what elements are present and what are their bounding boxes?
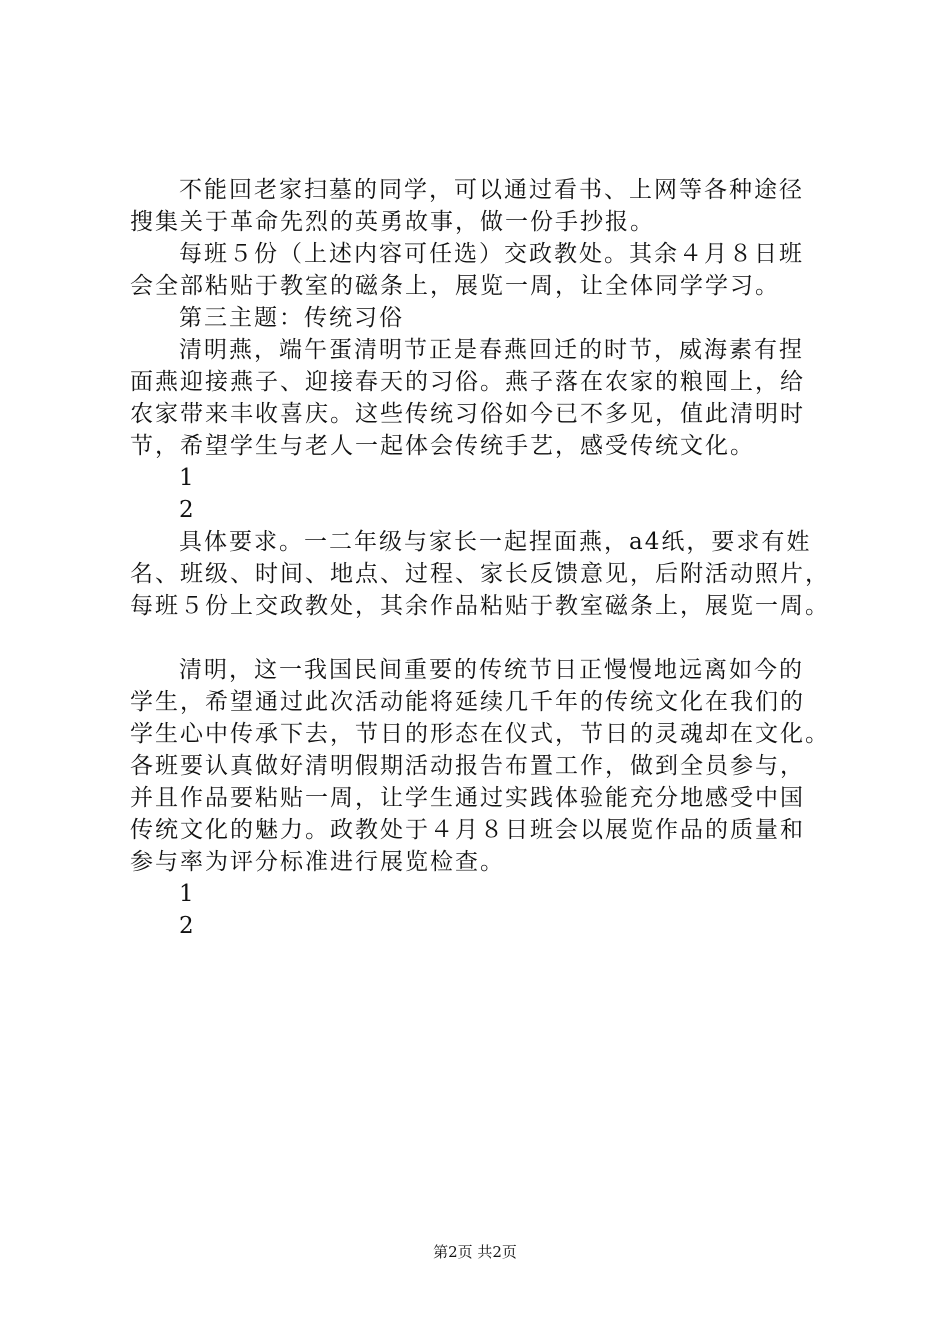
paragraph-line: 每班５份（上述内容可任选）交政教处。其余４月８日班 (179, 241, 804, 267)
paragraph-line: 搜集关于革命先烈的英勇故事，做一份手抄报。 (130, 209, 655, 235)
paragraph-line: 清明，这一我国民间重要的传统节日正慢慢地远离如今的 (179, 657, 804, 683)
document-body (130, 174, 865, 942)
paragraph-gap (130, 622, 865, 654)
paragraph-line: 参与率为评分标准进行展览检查。 (130, 849, 505, 875)
paragraph-line: 农家带来丰收喜庆。这些传统习俗如今已不多见，值此清明时 (130, 401, 805, 427)
paragraph-line: 学生，希望通过此次活动能将延续几千年的传统文化在我们的 (130, 689, 805, 715)
paragraph-line: 节，希望学生与老人一起体会传统手艺，感受传统文化。 (130, 433, 755, 459)
section-heading: 第三主题：传统习俗 (179, 305, 404, 331)
list-number: 1 (179, 881, 196, 907)
paragraph-line: 清明燕，端午蛋清明节正是春燕回迁的时节，威海素有捏 (179, 337, 804, 363)
list-number: 1 (179, 465, 196, 491)
list-number: 2 (179, 497, 196, 523)
paragraph-line: 不能回老家扫墓的同学，可以通过看书、上网等各种途径 (179, 177, 804, 203)
paragraph-line: 传统文化的魅力。政教处于４月８日班会以展览作品的质量和 (130, 817, 805, 843)
paragraph-line: 面燕迎接燕子、迎接春天的习俗。燕子落在农家的粮囤上，给 (130, 369, 805, 395)
paragraph-line: 并且作品要粘贴一周，让学生通过实践体验能充分地感受中国 (130, 785, 805, 811)
list-number: 2 (179, 913, 196, 939)
paragraph-line: 每班５份上交政教处，其余作品粘贴于教室磁条上，展览一周。 (130, 593, 830, 619)
paragraph-line: 名、班级、时间、地点、过程、家长反馈意见，后附活动照片， (130, 561, 830, 587)
paragraph-line: 具体要求。一二年级与家长一起捏面燕，a4纸，要求有姓 (179, 529, 812, 555)
page-footer: 第2页 共2页 (433, 1243, 517, 1261)
paragraph-line: 会全部粘贴于教室的磁条上，展览一周，让全体同学学习。 (130, 273, 780, 299)
paragraph-line: 学生心中传承下去，节日的形态在仪式，节日的灵魂却在文化。 (130, 721, 830, 747)
paragraph-line: 各班要认真做好清明假期活动报告布置工作，做到全员参与， (130, 753, 805, 779)
